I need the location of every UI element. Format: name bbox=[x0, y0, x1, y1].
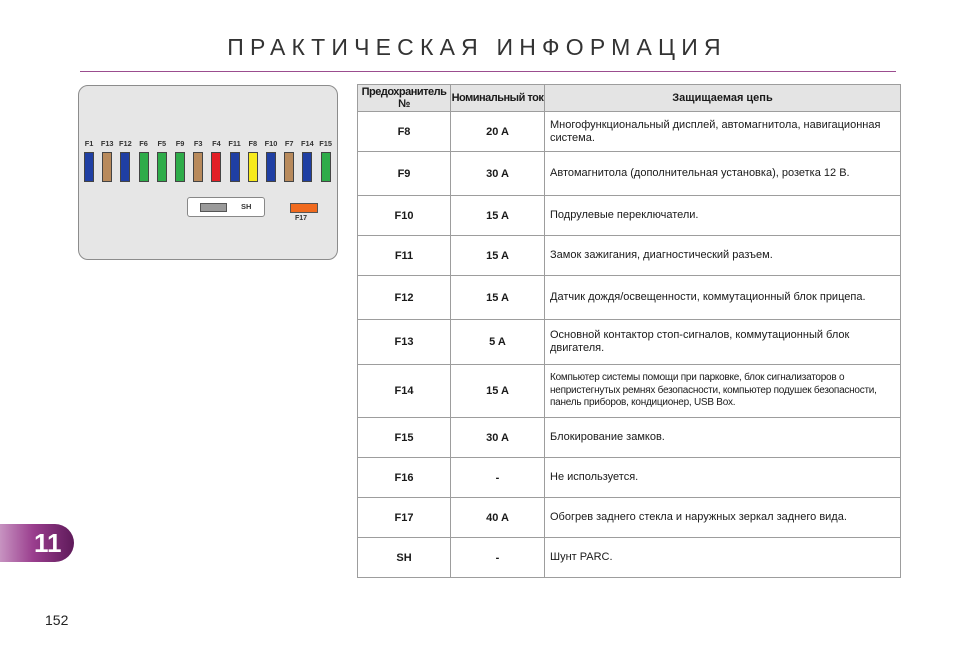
circuit-cell: Замок зажигания, диагностический разъем. bbox=[545, 236, 901, 276]
fuse-cell: F8 bbox=[358, 112, 451, 152]
fuse-label-f12: F12 bbox=[119, 139, 132, 148]
fuse-label-f6: F6 bbox=[139, 139, 148, 148]
fuse-label-f10: F10 bbox=[264, 139, 278, 148]
fuse-label-f13: F13 bbox=[100, 139, 114, 148]
fuse-label-f9: F9 bbox=[175, 139, 185, 148]
table-row bbox=[358, 196, 901, 236]
fuse-f17 bbox=[290, 203, 318, 213]
fuse-label-f1: F1 bbox=[84, 139, 94, 148]
circuit-cell: Блокирование замков. bbox=[545, 418, 901, 458]
table-row bbox=[358, 236, 901, 276]
circuit-cell: Подрулевые переключатели. bbox=[545, 196, 901, 236]
amp-cell: 15 A bbox=[451, 276, 545, 320]
fuse-cell: F13 bbox=[358, 320, 451, 365]
circuit-cell: Не используется. bbox=[545, 458, 901, 498]
fuse-f12 bbox=[120, 152, 130, 182]
table-row bbox=[358, 152, 901, 196]
circuit-cell: Датчик дождя/освещенности, коммутационный блок прицепа. bbox=[545, 276, 901, 320]
chapter-number: 11 bbox=[34, 528, 62, 558]
table-header-row bbox=[358, 85, 901, 112]
fuse-label-f14: F14 bbox=[301, 139, 314, 148]
circuit-cell: Компьютер системы помощи при парковке, блок сигнализаторов о непристегнутых ремнях безопасности, компьютер подушек безопасности, панель приборов, кондиционер, USB Box. bbox=[545, 365, 901, 418]
circuit-cell: Шунт PARC. bbox=[545, 538, 901, 578]
shunt-holder bbox=[187, 197, 265, 217]
page-title: ПРАКТИЧЕСКАЯ ИНФОРМАЦИЯ bbox=[227, 34, 727, 60]
fuse-f9 bbox=[175, 152, 185, 182]
fuse-table bbox=[357, 84, 901, 578]
amp-cell: 30 A bbox=[451, 418, 545, 458]
circuit-cell: Обогрев заднего стекла и наружных зеркал заднего вида. bbox=[545, 498, 901, 538]
table-row bbox=[358, 276, 901, 320]
fuse-cell: F17 bbox=[358, 498, 451, 538]
table-row bbox=[358, 458, 901, 498]
fuse-cell: F12 bbox=[358, 276, 451, 320]
circuit-cell: Многофункциональный дисплей, автомагнитола, навигационная система. bbox=[545, 112, 901, 152]
fuse-label-f5: F5 bbox=[157, 139, 167, 148]
fuse-label-f7: F7 bbox=[284, 139, 294, 148]
fuse-f4 bbox=[211, 152, 221, 182]
fuse-label-f15: F15 bbox=[319, 139, 332, 148]
table-row bbox=[358, 498, 901, 538]
fuse-f3 bbox=[193, 152, 203, 182]
amp-cell: 20 A bbox=[451, 112, 545, 152]
fuse-f1 bbox=[84, 152, 94, 182]
fuse-box-diagram bbox=[78, 85, 338, 260]
fuse-cell: F16 bbox=[358, 458, 451, 498]
fuse-cell: F15 bbox=[358, 418, 451, 458]
amp-cell: 40 A bbox=[451, 498, 545, 538]
shunt-fuse bbox=[200, 203, 227, 212]
fuse-label-f11: F11 bbox=[228, 139, 241, 148]
amp-cell: 15 A bbox=[451, 236, 545, 276]
page-number: 152 bbox=[45, 612, 69, 628]
table-row bbox=[358, 320, 901, 365]
table-row bbox=[358, 538, 901, 578]
fuse-f14 bbox=[302, 152, 312, 182]
circuit-cell: Основной контактор стоп-сигналов, коммутационный блок двигателя. bbox=[545, 320, 901, 365]
amp-cell: - bbox=[451, 538, 545, 578]
shunt-label: SH bbox=[241, 202, 252, 211]
fuse-label-f3: F3 bbox=[193, 139, 203, 148]
amp-cell: - bbox=[451, 458, 545, 498]
table-row bbox=[358, 112, 901, 152]
fuse-f5 bbox=[157, 152, 167, 182]
fuse-label-f8: F8 bbox=[248, 139, 258, 148]
fuse-f7 bbox=[284, 152, 294, 182]
fuse-f15 bbox=[321, 152, 331, 182]
amp-cell: 30 A bbox=[451, 152, 545, 196]
fuse-f13 bbox=[102, 152, 112, 182]
circuit-cell: Автомагнитола (дополнительная установка), розетка 12 В. bbox=[545, 152, 901, 196]
fuse-f10 bbox=[266, 152, 276, 182]
fuse-cell: F9 bbox=[358, 152, 451, 196]
table-row bbox=[358, 365, 901, 418]
header-protected-circuit: Защищаемая цепь bbox=[545, 85, 901, 112]
fuse-f6 bbox=[139, 152, 149, 182]
fuse-cell: F10 bbox=[358, 196, 451, 236]
header-rated-current: Номинальный ток bbox=[451, 85, 545, 112]
amp-cell: 15 A bbox=[451, 196, 545, 236]
fuse-cell: SH bbox=[358, 538, 451, 578]
fuse-cell: F11 bbox=[358, 236, 451, 276]
amp-cell: 5 A bbox=[451, 320, 545, 365]
chapter-tab bbox=[0, 524, 74, 562]
header-fuse-number: Предохранитель № bbox=[358, 85, 451, 112]
title-divider bbox=[80, 71, 896, 72]
table-row bbox=[358, 418, 901, 458]
fuse-f17-label: F17 bbox=[295, 215, 308, 222]
fuse-label-f4: F4 bbox=[212, 139, 221, 148]
fuse-f11 bbox=[230, 152, 240, 182]
fuse-cell: F14 bbox=[358, 365, 451, 418]
amp-cell: 15 A bbox=[451, 365, 545, 418]
fuse-f8 bbox=[248, 152, 258, 182]
